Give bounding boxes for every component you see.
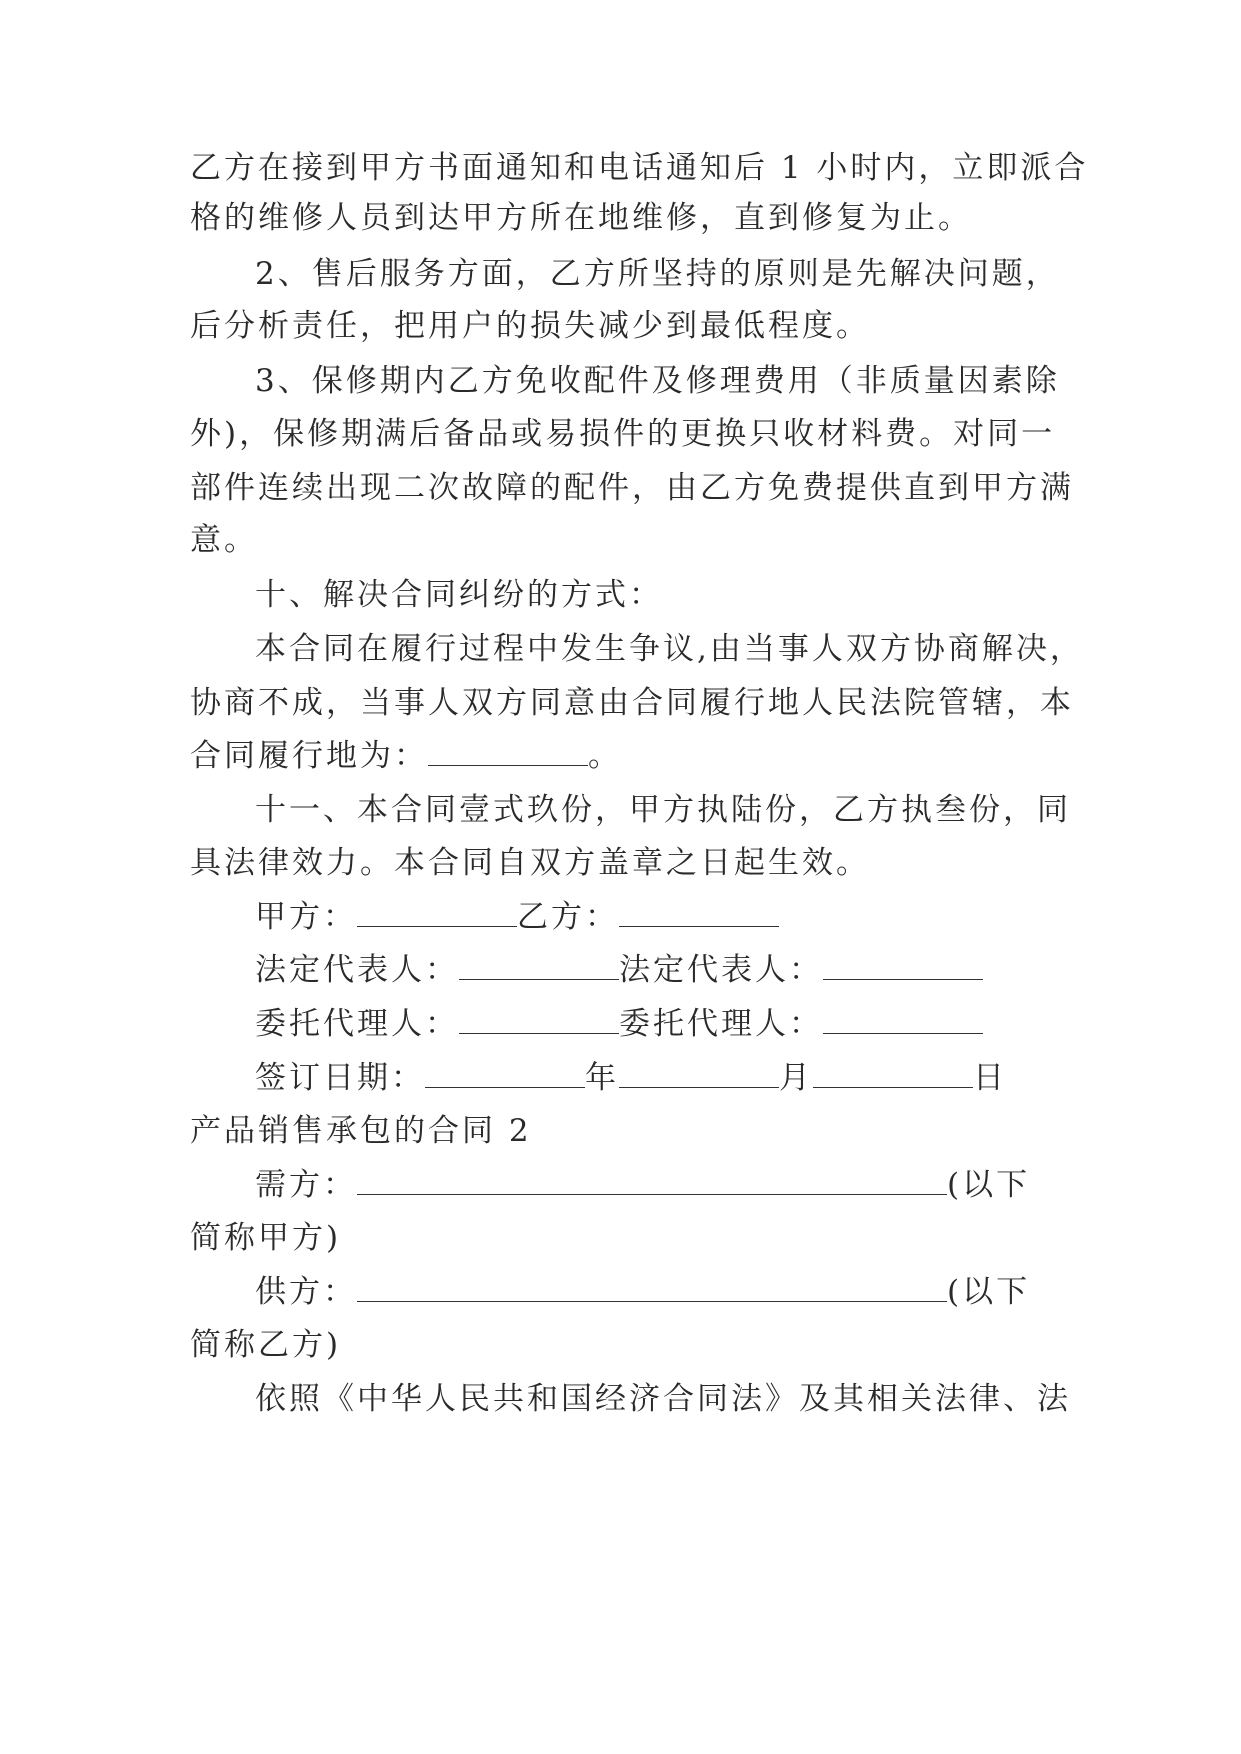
text-line: 后分析责任，把用户的损失减少到最低程度。: [190, 308, 870, 344]
month-label: 月: [779, 1060, 813, 1096]
text-line: [190, 736, 622, 776]
buyer-row: [255, 1165, 1030, 1205]
text-line: 协商不成，当事人双方同意由合同履行地人民法院管辖，本: [190, 685, 1074, 721]
month-blank[interactable]: [619, 1063, 779, 1088]
legal-rep-b-label: 法定代表人：: [619, 952, 823, 988]
signature-date-row: [255, 1058, 1007, 1098]
agent-a-label: 委托代理人：: [255, 1006, 459, 1042]
day-label: 日: [973, 1060, 1007, 1096]
agent-a-blank[interactable]: [459, 1009, 619, 1034]
buyer-blank[interactable]: [357, 1170, 947, 1195]
buyer-label: 需方：: [255, 1167, 357, 1203]
text-line: 格的维修人员到达甲方所在地维修，直到修复为止。: [190, 200, 972, 236]
signature-agent-row: [255, 1004, 983, 1044]
seller-blank[interactable]: [357, 1277, 947, 1302]
signature-legal-rep-row: [255, 950, 983, 990]
buyer-abbr: 简称甲方): [190, 1220, 342, 1256]
party-b-label: 乙方：: [517, 899, 619, 935]
text-line: 意。: [190, 522, 258, 558]
party-b-blank[interactable]: [619, 902, 779, 927]
legal-rep-b-blank[interactable]: [823, 955, 983, 980]
seller-label: 供方：: [255, 1274, 357, 1310]
seller-row: [255, 1272, 1030, 1312]
text-line: 依照《中华人民共和国经济合同法》及其相关法律、法: [255, 1381, 1071, 1417]
seller-abbr: 简称乙方): [190, 1327, 342, 1363]
seller-suffix: (以下: [947, 1274, 1031, 1310]
party-a-blank[interactable]: [357, 902, 517, 927]
day-blank[interactable]: [813, 1063, 973, 1088]
buyer-suffix: (以下: [947, 1167, 1031, 1203]
place-label: 合同履行地为：: [190, 738, 428, 774]
contract-title: 产品销售承包的合同 2: [190, 1113, 532, 1149]
text-line: 3、保修期内乙方免收配件及修理费用（非质量因素除: [255, 363, 1060, 399]
legal-rep-a-blank[interactable]: [459, 955, 619, 980]
text-line: 乙方在接到甲方书面通知和电话通知后 1 小时内，立即派合: [190, 150, 1089, 186]
text-line: 2、售后服务方面，乙方所坚持的原则是先解决问题，: [255, 256, 1060, 292]
year-label: 年: [585, 1060, 619, 1096]
text-line: 本合同在履行过程中发生争议,由当事人双方协商解决，: [255, 631, 1084, 667]
text-line: 十一、本合同壹式玖份，甲方执陆份，乙方执叁份，同: [255, 792, 1071, 828]
text-line: 外)，保修期满后备品或易损件的更换只收材料费。对同一: [190, 416, 1056, 452]
text-line: 具法律效力。本合同自双方盖章之日起生效。: [190, 845, 870, 881]
legal-rep-a-label: 法定代表人：: [255, 952, 459, 988]
text-line: 部件连续出现二次故障的配件，由乙方免费提供直到甲方满: [190, 470, 1074, 506]
year-blank[interactable]: [425, 1063, 585, 1088]
signature-party-row: [255, 897, 779, 937]
section-heading: 十、解决合同纠纷的方式：: [255, 577, 663, 613]
date-label: 签订日期：: [255, 1060, 425, 1096]
party-a-label: 甲方：: [255, 899, 357, 935]
agent-b-label: 委托代理人：: [619, 1006, 823, 1042]
agent-b-blank[interactable]: [823, 1009, 983, 1034]
place-blank[interactable]: [428, 741, 588, 766]
period: 。: [588, 738, 622, 774]
